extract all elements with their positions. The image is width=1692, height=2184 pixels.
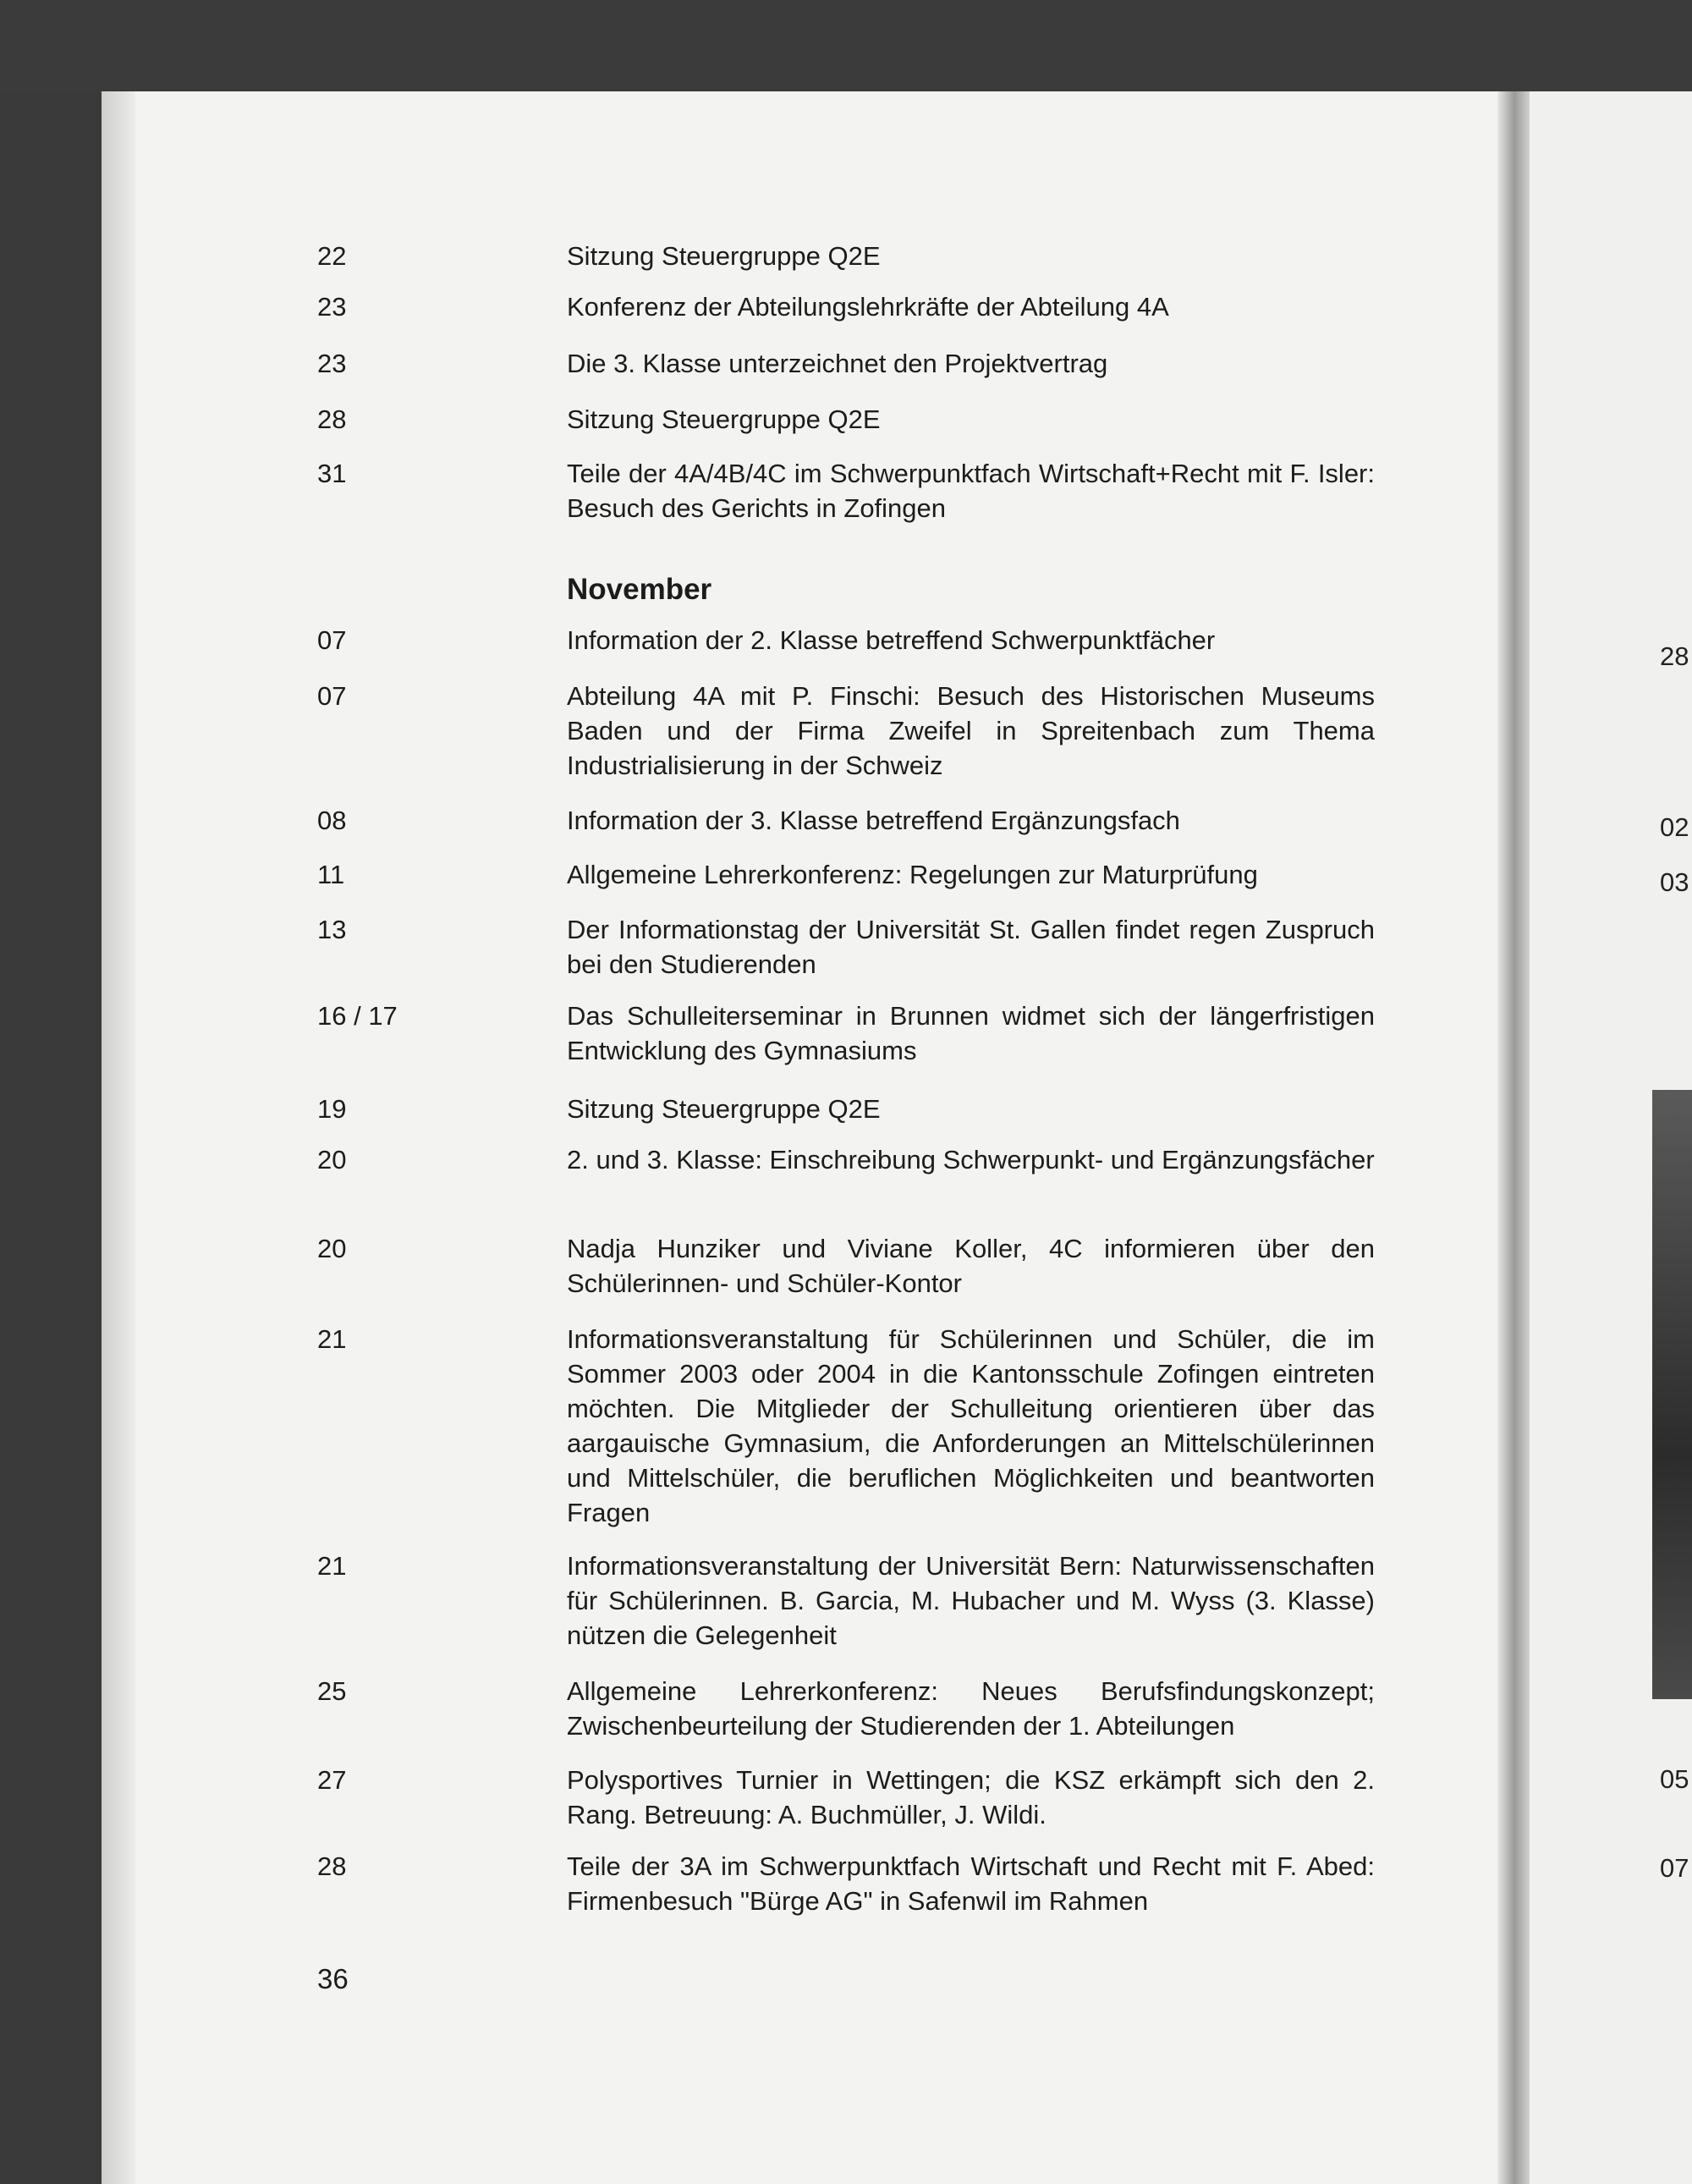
entry-date: 20: [317, 1234, 347, 1263]
entry-text: Sitzung Steuergruppe Q2E: [567, 241, 881, 271]
entry-text: Allgemeine Lehrerkonferenz: Regelungen zur Maturprüfung: [567, 860, 1258, 889]
entry-date: 23: [317, 349, 347, 378]
entry-text: Information der 2. Klasse betreffend Schwerpunktfächer: [567, 625, 1216, 655]
month-heading: November: [567, 573, 712, 606]
book-gutter: [1497, 91, 1531, 2184]
entry-date: 28: [317, 1851, 347, 1881]
entry-text: Das Schulleiterseminar in Brunnen widmet sich der längerfristigen Entwicklung des Gymnasiums: [567, 1001, 1375, 1065]
entry-date: 07: [317, 625, 347, 655]
adjacent-page-date: 03: [1660, 867, 1689, 897]
entry-date: 19: [317, 1094, 347, 1124]
entry-text: Teile der 3A im Schwerpunktfach Wirtschaft und Recht mit F. Abed: Firmenbesuch "Bürge AG" in Safenwil im Rahmen: [567, 1851, 1375, 1916]
entry-text: Teile der 4A/4B/4C im Schwerpunktfach Wirtschaft+Recht mit F. Isler: Besuch des Gerichts in Zofingen: [567, 459, 1375, 523]
entry-date: 11: [317, 860, 345, 889]
adjacent-page-date: 05: [1660, 1764, 1689, 1794]
entry-text: Die 3. Klasse unterzeichnet den Projektvertrag: [567, 349, 1108, 378]
page-edge: [102, 91, 135, 2184]
entry-date: 27: [317, 1765, 347, 1795]
entry-date: 25: [317, 1676, 347, 1706]
entry-text: Sitzung Steuergruppe Q2E: [567, 404, 881, 434]
entry-date: 21: [317, 1324, 347, 1354]
page-number: 36: [317, 1963, 349, 1994]
entry-date: 23: [317, 292, 347, 322]
entry-text: Information der 3. Klasse betreffend Ergänzungsfach: [567, 806, 1180, 835]
entry-text: Informationsveranstaltung für Schülerinnen und Schüler, die im Sommer 2003 oder 2004 in die Kantonsschule Zofingen eintreten möchten. Die Mitglieder der Schulleitung orientieren über das aargauische Gymnasium, die Anforderungen an Mittelschülerinnen und Mittelschüler, die beruflichen Möglichkeiten und beantworten Fragen: [567, 1324, 1375, 1527]
adjacent-page-photo: [1652, 1090, 1692, 1699]
entry-text: Allgemeine Lehrerkonferenz: Neues Berufsfindungskonzept; Zwischenbeurteilung der Studierenden der 1. Abteilungen: [567, 1676, 1375, 1741]
entry-text: Konferenz der Abteilungslehrkräfte der Abteilung 4A: [567, 292, 1169, 322]
entry-date: 22: [317, 241, 347, 271]
entry-text: Abteilung 4A mit P. Finschi: Besuch des Historischen Museums Baden und der Firma Zweifel in Spreitenbach zum Thema Industrialisierung in der Schweiz: [567, 681, 1375, 780]
entry-date: 13: [317, 915, 347, 944]
entry-date: 31: [317, 459, 347, 488]
entry-date: 16 / 17: [317, 1001, 398, 1031]
entry-date: 21: [317, 1551, 347, 1581]
entry-date: 28: [317, 404, 347, 434]
entry-text: 2. und 3. Klasse: Einschreibung Schwerpunkt- und Ergänzungsfächer: [567, 1145, 1375, 1175]
entry-text: Polysportives Turnier in Wettingen; die KSZ erkämpft sich den 2. Rang. Betreuung: A. Buchmüller, J. Wildi.: [567, 1765, 1375, 1829]
entry-date: 08: [317, 806, 347, 835]
entry-text: Informationsveranstaltung der Universität Bern: Naturwissenschaften für Schülerinnen. B. Garcia, M. Hubacher und M. Wyss (3. Klasse) nützen die Gelegenheit: [567, 1551, 1375, 1650]
entry-text: Nadja Hunziker und Viviane Koller, 4C informieren über den Schülerinnen- und Schüler-Kontor: [567, 1234, 1375, 1298]
scanner-background: [0, 0, 1692, 93]
adjacent-page-date: 02: [1660, 812, 1689, 842]
adjacent-page-date: 28: [1660, 641, 1689, 671]
entry-text: Der Informationstag der Universität St. Gallen findet regen Zuspruch bei den Studierenden: [567, 915, 1375, 979]
entry-text: Sitzung Steuergruppe Q2E: [567, 1094, 881, 1124]
adjacent-page: [1530, 91, 1692, 2184]
entry-date: 07: [317, 681, 347, 711]
entry-date: 20: [317, 1145, 347, 1175]
adjacent-page-date: 07: [1660, 1853, 1689, 1883]
